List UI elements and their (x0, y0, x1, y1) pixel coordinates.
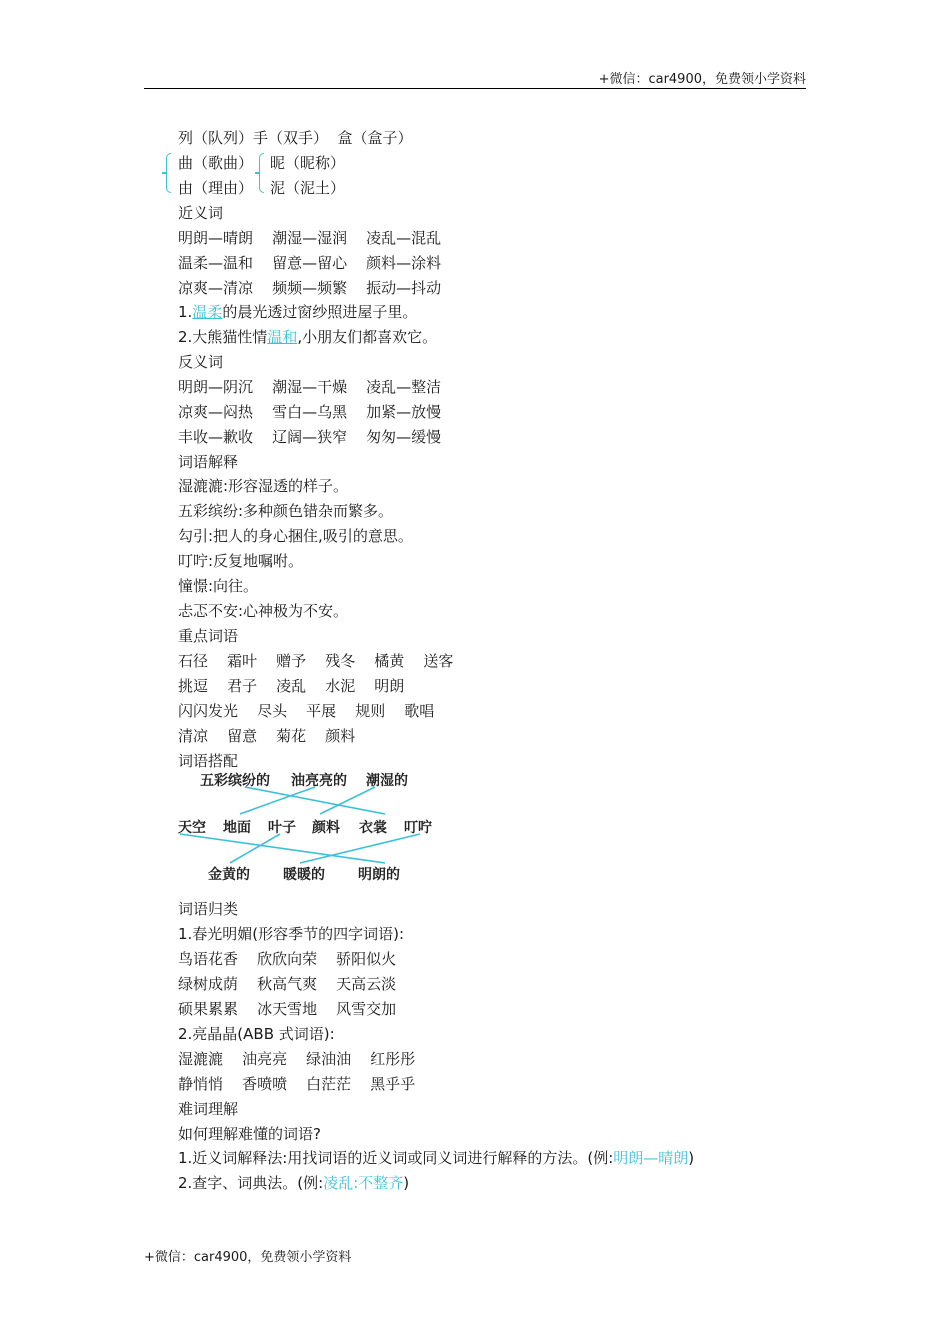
classification-title: 词语归类 (178, 900, 239, 918)
bottom-word: 暖暖的 (283, 867, 325, 883)
synonyms-row: 温柔—温和 留意—留心 颜料—涂料 (178, 254, 442, 272)
bottom-word: 金黄的 (208, 867, 250, 883)
method-2-text: 2.查字、词典法。(例: (178, 1174, 324, 1192)
explanation-item: 叮咛:反复地嘱咐。 (178, 552, 304, 570)
classification-heading: 2.亮晶晶(ABB 式词语): (178, 1025, 335, 1043)
classification-row: 湿漉漉 油亮亮 绿油油 红彤彤 (178, 1050, 416, 1068)
method-2-close: ) (403, 1174, 410, 1192)
method-1 (178, 1148, 694, 1168)
explanation-item: 勾引:把人的身心捆住,吸引的意思。 (178, 527, 413, 545)
antonyms-row: 凉爽—闷热 雪白—乌黑 加紧—放慢 (178, 403, 442, 421)
middle-word: 叶子 (268, 820, 296, 836)
classification-heading: 1.春光明媚(形容季节的四字词语): (178, 925, 405, 943)
synonyms-title: 近义词 (178, 204, 224, 222)
right-brace-icon (259, 153, 264, 193)
sentence-1-suffix: 的晨光透过窗纱照进屋子里。 (222, 303, 418, 321)
left-brace-icon (166, 153, 171, 193)
antonyms-row: 明朗—阴沉 潮湿—干燥 凌乱—整洁 (178, 378, 442, 396)
explanations-title: 词语解释 (178, 453, 239, 471)
synonyms-row: 凉爽—清凉 频频—频繁 振动—抖动 (178, 279, 442, 297)
hard-words-question: 如何理解难懂的词语? (178, 1125, 321, 1143)
key-words-row: 闪闪发光 尽头 平展 规则 歌唱 (178, 702, 435, 720)
bottom-word: 明朗的 (358, 867, 400, 883)
middle-word: 地面 (223, 820, 251, 836)
right-brace-tick (255, 172, 259, 174)
key-words-title: 重点词语 (178, 627, 239, 645)
explanation-item: 忐忑不安:心神极为不安。 (178, 602, 349, 620)
classification-row: 绿树成荫 秋高气爽 天高云淡 (178, 975, 397, 993)
sentence-2-suffix: ,小朋友们都喜欢它。 (297, 328, 438, 346)
sentence-1 (178, 302, 417, 322)
middle-word: 衣裳 (359, 820, 387, 836)
key-words-row: 石径 霜叶 赠予 残冬 橘黄 送客 (178, 652, 454, 670)
sentence-2-answer: 温和 (267, 328, 298, 346)
method-1-example: 明朗—晴朗 (613, 1149, 689, 1167)
explanation-item: 憧憬:向往。 (178, 577, 259, 595)
classification-row: 硕果累累 冰天雪地 风雪交加 (178, 1000, 397, 1018)
group1-item2: 由（理由） (178, 179, 254, 197)
sentence-2 (178, 327, 437, 347)
middle-word: 叮咛 (404, 820, 432, 836)
middle-word: 颜料 (312, 820, 340, 836)
left-brace-tick (162, 172, 166, 174)
match-line (230, 834, 280, 863)
page-header (144, 68, 806, 89)
key-words-row: 清凉 留意 菊花 颜料 (178, 727, 356, 745)
sentence-2-prefix: 2.大熊猫性情 (178, 328, 268, 346)
synonyms-row: 明朗—晴朗 潮湿—湿润 凌乱—混乱 (178, 229, 442, 247)
method-2-example: 凌乱:不整齐 (323, 1174, 404, 1192)
explanation-item: 五彩缤纷:多种颜色错杂而繁多。 (178, 502, 394, 520)
middle-word: 天空 (178, 820, 206, 836)
group2-item1: 昵（昵称） (270, 154, 346, 172)
top-word: 油亮亮的 (291, 773, 347, 789)
sentence-1-prefix: 1. (178, 303, 193, 321)
match-line (240, 787, 315, 814)
top-word: 五彩缤纷的 (200, 773, 270, 789)
match-line (245, 787, 385, 814)
header-text: +微信：car4900，免费领小学资料 (598, 72, 806, 87)
match-line (300, 834, 420, 863)
method-1-close: ) (688, 1149, 695, 1167)
classification-row: 鸟语花香 欣欣向荣 骄阳似火 (178, 950, 397, 968)
classification-row: 静悄悄 香喷喷 白茫茫 黑乎乎 (178, 1075, 416, 1093)
hard-words-title: 难词理解 (178, 1100, 239, 1118)
key-words-row: 挑逗 君子 凌乱 水泥 明朗 (178, 677, 405, 695)
polyphone-line: 列（队列）手（双手） 盒（盒子） (178, 129, 413, 147)
antonyms-row: 丰收—歉收 辽阔—狭窄 匆匆—缓慢 (178, 428, 442, 446)
group2-item2: 泥（泥土） (270, 179, 346, 197)
page-footer: +微信：car4900，免费领小学资料 (144, 1250, 352, 1265)
antonyms-title: 反义词 (178, 353, 224, 371)
matching-title: 词语搭配 (178, 752, 239, 770)
method-1-text: 1.近义词解释法:用找词语的近义词或同义词进行解释的方法。(例: (178, 1149, 614, 1167)
method-2 (178, 1173, 409, 1193)
sentence-1-answer: 温柔 (192, 303, 223, 321)
explanation-item: 湿漉漉:形容湿透的样子。 (178, 477, 349, 495)
top-word: 潮湿的 (366, 773, 408, 789)
group1-item1: 曲（歌曲） (178, 154, 254, 172)
word-matching-diagram (170, 768, 460, 890)
match-line (180, 834, 385, 863)
